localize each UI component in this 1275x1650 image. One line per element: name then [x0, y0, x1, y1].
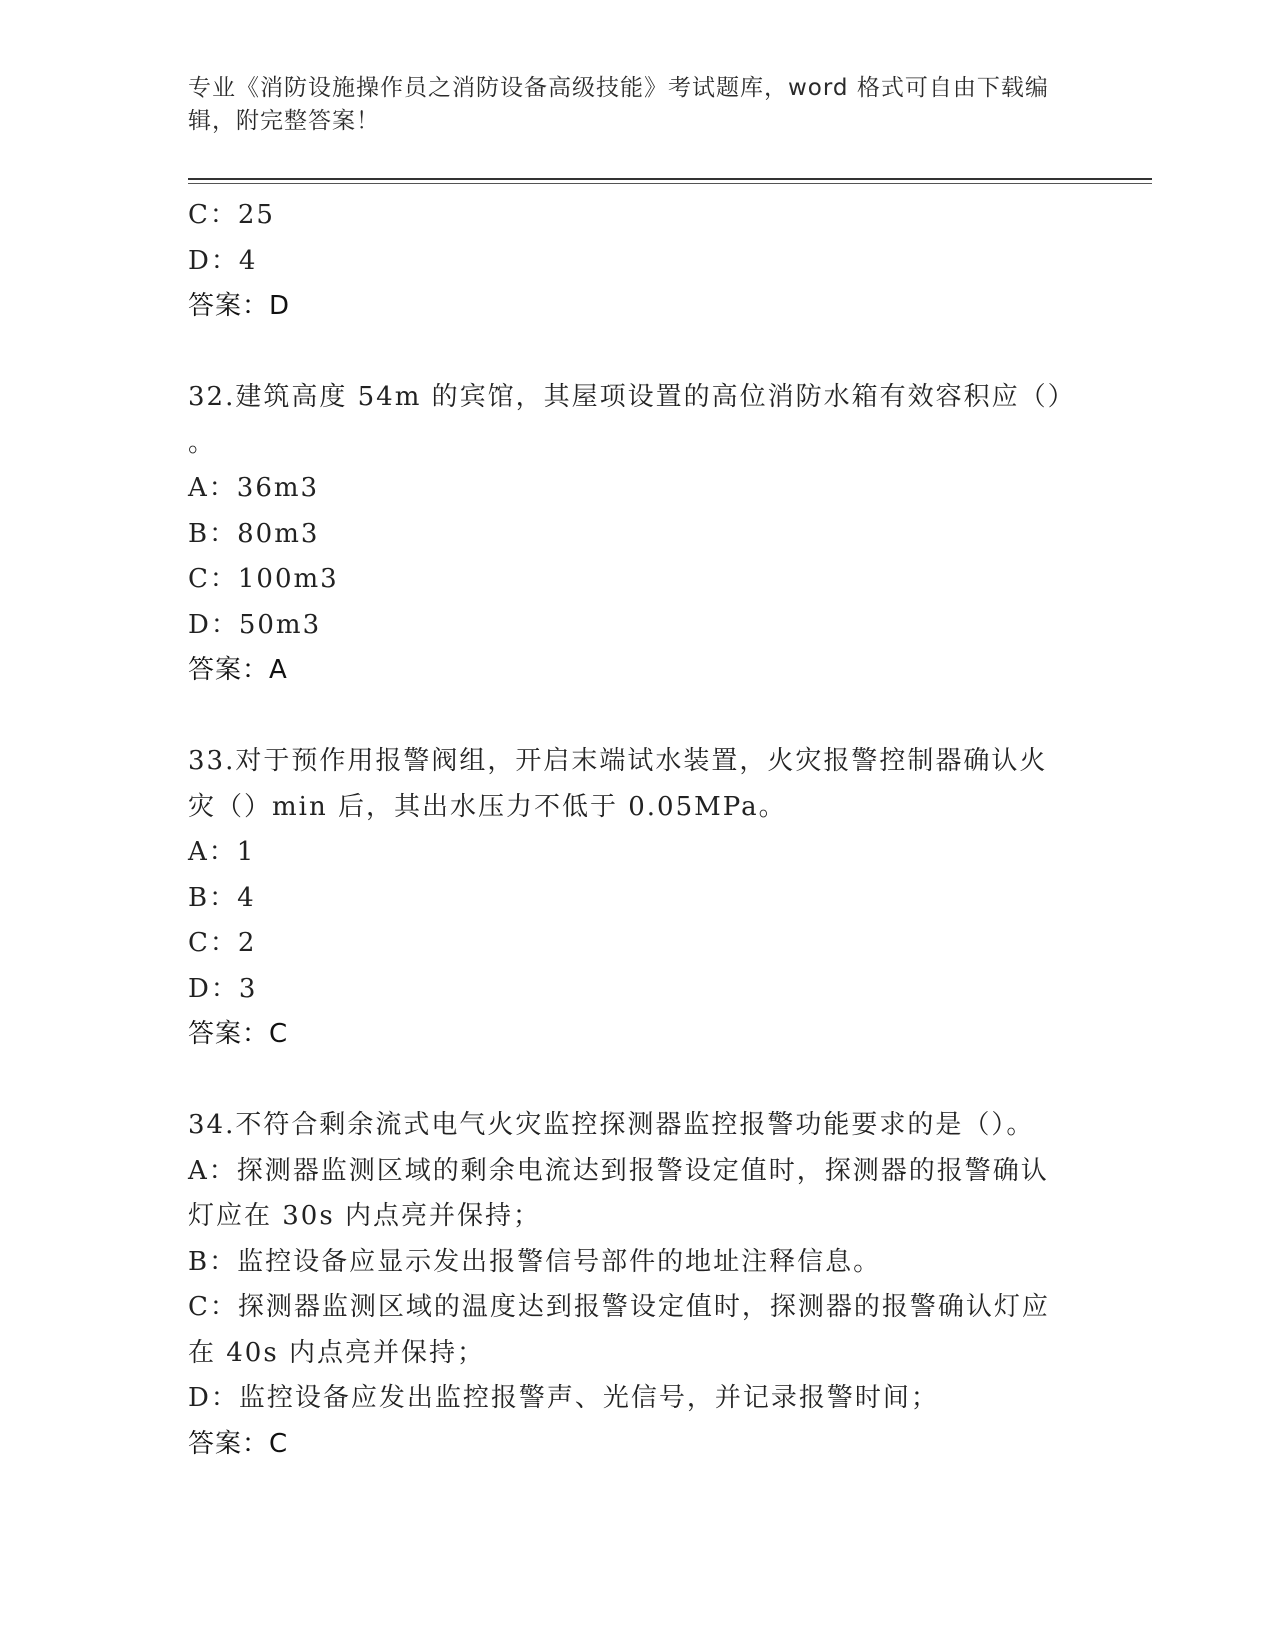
header-divider-thin: [188, 183, 1152, 184]
question-stem: 33.对于预作用报警阀组，开启末端试水装置，火灾报警控制器确认火: [188, 746, 1048, 776]
spacer: [188, 694, 1088, 740]
answer-line: 答案：A: [188, 655, 288, 685]
option-a: A：36m3: [188, 473, 320, 503]
option-c: C：25: [188, 200, 275, 230]
spacer: [188, 330, 1088, 376]
option-b: B：监控设备应显示发出报警信号部件的地址注释信息。: [188, 1246, 882, 1277]
answer-line: 答案：C: [188, 1428, 289, 1459]
question-list: [188, 193, 1088, 1467]
spacer: [188, 1058, 1088, 1104]
header-line-1: 专业《消防设施操作员之消防设备高级技能》考试题库，word 格式可自由下载编: [188, 75, 1049, 101]
option-d: D：50m3: [188, 609, 322, 640]
option-a-continued: 灯应在 30s 内点亮并保持；: [188, 1201, 541, 1231]
option-d: D：监控设备应发出监控报警声、光信号，并记录报警时间；: [188, 1383, 939, 1413]
question-stem: 32.建筑高度 54m 的宾馆，其屋项设置的高位消防水箱有效容积应（）: [188, 382, 1076, 412]
option-c-continued: 在 40s 内点亮并保持；: [188, 1337, 485, 1368]
question-stem-continued: 灾（）min 后，其出水压力不低于 0.05MPa。: [188, 791, 787, 822]
option-c: C：探测器监测区域的温度达到报警设定值时，探测器的报警确认灯应: [188, 1292, 1050, 1322]
question-32: [188, 375, 1088, 694]
option-c: C：2: [188, 928, 257, 958]
question-34: [188, 1103, 1088, 1467]
option-b: B：80m3: [188, 518, 320, 549]
option-c: C：100m3: [188, 564, 339, 594]
question-stem: 34.不符合剩余流式电气火灾监控探测器监控报警功能要求的是（）。: [188, 1110, 1035, 1140]
option-d: D：3: [188, 973, 258, 1004]
answer-line: 答案：D: [188, 291, 291, 321]
document-header: [188, 72, 1068, 138]
option-d: D：4: [188, 245, 258, 276]
question-33: [188, 739, 1088, 1058]
header-line-2: 辑，附完整答案！: [188, 108, 380, 134]
option-a: A：探测器监测区域的剩余电流达到报警设定值时，探测器的报警确认: [188, 1155, 1049, 1186]
option-a: A：1: [188, 837, 256, 867]
option-b: B：4: [188, 882, 256, 913]
answer-line: 答案：C: [188, 1019, 289, 1049]
question-31-continued: [188, 193, 1088, 330]
question-stem-continued: 。: [188, 427, 217, 458]
header-divider-thick: [188, 178, 1152, 180]
